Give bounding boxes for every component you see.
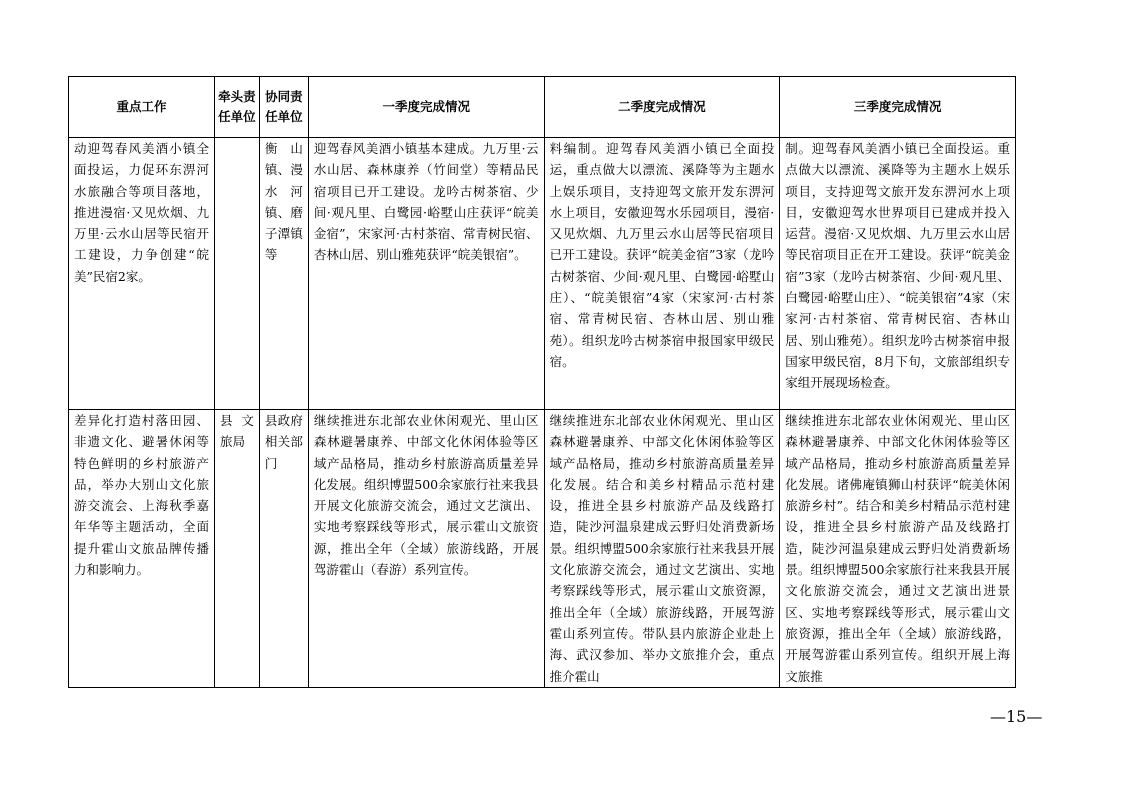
cell-key-work: 动迎驾春风美酒小镇全面投运，力促环东淠河水旅融合等项目落地，推进漫宿·又见炊烟、九万里·云水山居等民宿开工建设，力争创建“皖美”民宿2家。: [69, 138, 215, 410]
cell-key-work: 差异化打造村落田园、非遗文化、避暑休闲等特色鲜明的乡村旅游产品，举办大别山文化旅游交流会、上海秋季嘉年华等主题活动，全面提升霍山文旅品牌传播力和影响力。: [69, 410, 215, 688]
cell-q1: 迎驾春风美酒小镇基本建成。九万里·云水山居、森林康养（竹间堂）等精品民宿项目已开工建设。龙吟古树茶宿、少间·观凡里、白鹭园·峪墅山庄获评“皖美金宿”，宋家河·古村茶宿、常青树民宿、杏林山居、别山雅苑获评“皖美银宿”。: [308, 138, 544, 410]
cell-coop-unit: 衡山镇、漫水河镇、磨子潭镇等: [259, 138, 308, 410]
cell-q2: 继续推进东北部农业休闲观光、里山区森林避暑康养、中部文化休闲体验等区域产品格局，推动乡村旅游高质量差异化发展。结合和美乡村精品示范村建设，推进全县乡村旅游产品及线路打造，陡沙河温泉建成云野归处消费新场景。组织博盟500余家旅行社来我县开展文化旅游交流会，通过文艺演出、实地考察踩线等形式，展示霍山文旅资源，推出全年（全域）旅游线路，开展驾游霍山系列宣传。带队县内旅游企业赴上海、武汉参加、举办文旅推介会，重点推介霍山: [544, 410, 780, 688]
header-lead-unit: 牵头责任单位: [215, 77, 260, 138]
cell-coop-unit: 县政府相关部门: [259, 410, 308, 688]
cell-q3: 继续推进东北部农业休闲观光、里山区森林避暑康养、中部文化休闲体验等区域产品格局，推动乡村旅游高质量差异化发展。诸佛庵镇狮山村获评“皖美休闲旅游乡村”。结合和美乡村精品示范村建设，推进全县乡村旅游产品及线路打造，陡沙河温泉建成云野归处消费新场景。组织博盟500余家旅行社来我县开展文化旅游交流会，通过文艺演出进景区、实地考察踩线等形式，展示霍山文旅资源，推出全年（全域）旅游线路，开展驾游霍山系列宣传。组织开展上海文旅推: [780, 410, 1016, 688]
header-q3: 三季度完成情况: [780, 77, 1016, 138]
cell-q1: 继续推进东北部农业休闲观光、里山区森林避暑康养、中部文化休闲体验等区域产品格局，推动乡村旅游高质量差异化发展。组织博盟500余家旅行社来我县开展文化旅游交流会，通过文艺演出、实地考察踩线等形式，展示霍山文旅资源，推出全年（全域）旅游线路，开展驾游霍山（春游）系列宣传。: [308, 410, 544, 688]
header-q1: 一季度完成情况: [308, 77, 544, 138]
table-header-row: [69, 77, 1016, 138]
cell-lead-unit: 县文旅局: [215, 410, 260, 688]
progress-table: [68, 76, 1016, 688]
cell-q3: 制。迎驾春风美酒小镇已全面投运。重点做大以漂流、溪降等为主题水上娱乐项目，支持迎驾文旅开发东淠河水上项目，安徽迎驾水世界项目已建成并投入运营。漫宿·又见炊烟、九万里云水山居等民宿项目正在开工建设。获评“皖美金宿”3家（龙吟古树茶宿、少间·观凡里、白鹭园·峪墅山庄）、“皖美银宿”4家（宋家河·古村茶宿、常青树民宿、杏林山居、别山雅苑）。组织龙吟古树茶宿申报国家甲级民宿，8月下旬，文旅部组织专家组开展现场检查。: [780, 138, 1016, 410]
table-row: [69, 138, 1016, 410]
cell-q2: 料编制。迎驾春风美酒小镇已全面投运，重点做大以漂流、溪降等为主题水上娱乐项目，支持迎驾文旅开发东淠河水上项目，安徽迎驾水乐园项目，漫宿·又见炊烟、九万里云水山居等民宿项目已开工建设。获评“皖美金宿”3家（龙吟古树茶宿、少间·观凡里、白鹭园·峪墅山庄）、“皖美银宿”4家（宋家河·古村茶宿、常青树民宿、杏林山居、别山雅苑）。组织龙吟古树茶宿申报国家甲级民宿。: [544, 138, 780, 410]
header-coop-unit: 协同责任单位: [259, 77, 308, 138]
table-row: [69, 410, 1016, 688]
cell-lead-unit: [215, 138, 260, 410]
header-key-work: 重点工作: [69, 77, 215, 138]
header-q2: 二季度完成情况: [544, 77, 780, 138]
page-number: —15—: [990, 707, 1043, 726]
